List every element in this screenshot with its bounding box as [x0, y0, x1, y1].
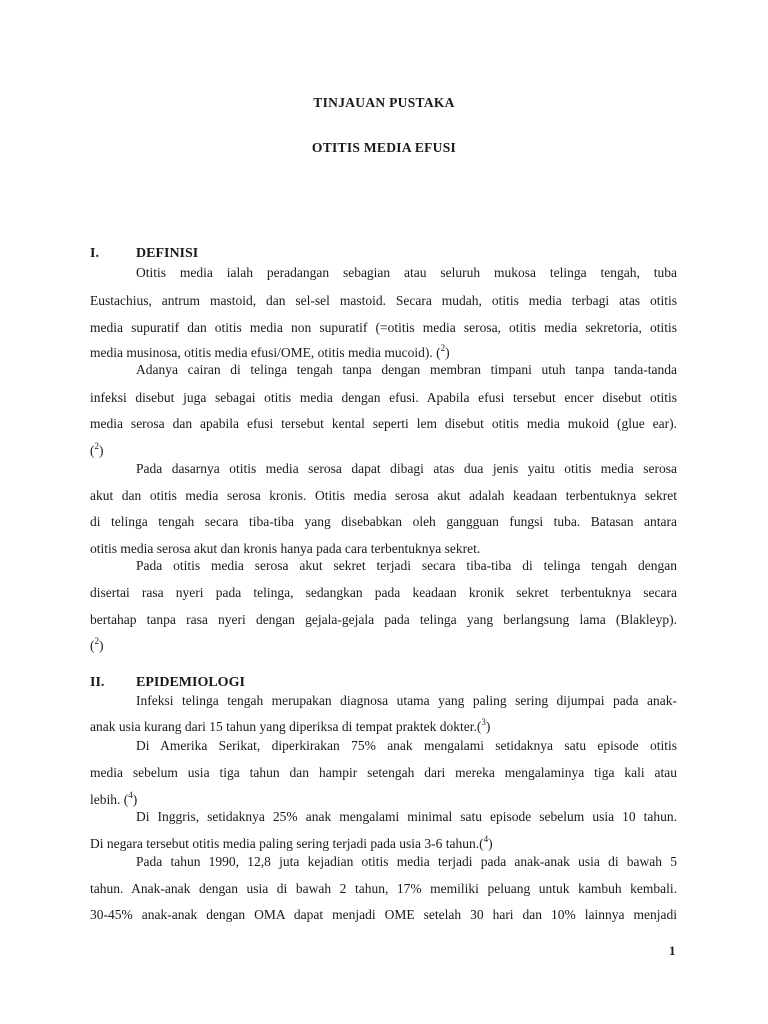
- section-heading-epidemiologi: [90, 675, 245, 691]
- citation-superscript: 2: [440, 342, 446, 353]
- paragraph-line: bertahap tanpa rasa nyeri dengan gejala-gejala pada telinga yang berlangsung lama (Blakleyp).: [90, 612, 677, 627]
- paragraph-line: Pada tahun 1990, 12,8 juta kejadian otitis media terjadi pada anak-anak usia di bawah 5: [136, 854, 677, 869]
- paragraph-line: di telinga tengah secara tiba-tiba yang disebabkan oleh gangguan fungsi tuba. Batasan antara: [90, 514, 677, 529]
- citation-superscript: 2: [94, 440, 99, 451]
- section-heading-definisi: [90, 246, 198, 262]
- paragraph-line: disertai rasa nyeri pada telinga, sedangkan pada keadaan kronik sekret terbentuknya secara: [90, 585, 677, 600]
- document-title: TINJAUAN PUSTAKA: [313, 95, 455, 110]
- citation-line: ($^2$): [90, 635, 104, 653]
- citation-superscript: 4: [483, 833, 489, 844]
- paragraph-line: media supuratif dan otitis media non supuratif (=otitis media serosa, otitis media sekretoria, otitis: [90, 320, 677, 335]
- citation-line: ($^2$): [90, 440, 104, 458]
- paragraph-line: Pada otitis media serosa akut sekret terjadi secara tiba-tiba di telinga tengah dengan: [136, 558, 677, 573]
- section-title: EPIDEMIOLOGI: [136, 675, 245, 690]
- paragraph-line: tahun. Anak-anak dengan usia di bawah 2 tahun, 17% memiliki peluang untuk kambuh kembali.: [90, 881, 677, 896]
- paragraph-line: media serosa dan apabila efusi tersebut kental seperti lem disebut otitis media mukoid (glue ear).: [90, 416, 677, 431]
- citation-superscript: 2: [94, 635, 99, 646]
- paragraph-line-with-citation: anak usia kurang dari 15 tahun yang diperiksa di tempat praktek dokter.($^3$): [90, 716, 491, 734]
- paragraph-line: Di Inggris, setidaknya 25% anak mengalami minimal satu episode sebelum usia 10 tahun.: [136, 809, 677, 824]
- section-title: DEFINISI: [136, 246, 199, 261]
- paragraph-line: infeksi disebut juga sebagai otitis media dengan efusi. Apabila efusi tersebut encer disebut otitis: [90, 390, 677, 405]
- paragraph-line: Otitis media ialah peradangan sebagian atau seluruh mukosa telinga tengah, tuba: [136, 265, 677, 280]
- paragraph-line: Adanya cairan di telinga tengah tanpa dengan membran timpani utuh tanpa tanda-tanda: [136, 362, 677, 377]
- paragraph-line: Infeksi telinga tengah merupakan diagnosa utama yang paling sering dijumpai pada anak-: [136, 693, 677, 708]
- document-subtitle: OTITIS MEDIA EFUSI: [311, 140, 457, 155]
- citation-superscript: 4: [128, 789, 133, 800]
- paragraph-line-with-citation: media musinosa, otitis media efusi/OME, otitis media mucoid). ($^2$): [90, 342, 450, 360]
- page-number: 1: [669, 943, 676, 958]
- paragraph-line: otitis media serosa akut dan kronis hanya pada cara terbentuknya sekret.: [90, 541, 481, 556]
- paragraph-line: Eustachius, antrum mastoid, dan sel-sel mastoid. Secara mudah, otitis media terbagi atas otitis: [90, 293, 677, 308]
- paragraph-line: Di Amerika Serikat, diperkirakan 75% anak mengalami setidaknya satu episode otitis: [136, 738, 677, 753]
- section-number: II.: [90, 675, 105, 690]
- paragraph-line: media sebelum usia tiga tahun dan hampir setengah dari mereka mengalaminya tiga kali atau: [90, 765, 677, 780]
- paragraph-line-with-citation: lebih. ($^4$): [90, 789, 138, 807]
- paragraph-line-with-citation: Di negara tersebut otitis media paling sering terjadi pada usia 3-6 tahun.($^4$): [90, 833, 493, 851]
- citation-superscript: 3: [481, 716, 486, 727]
- paragraph-line: akut dan otitis media serosa kronis. Otitis media serosa akut adalah keadaan terbentuknya sekret: [90, 488, 677, 503]
- section-number: I.: [90, 246, 99, 261]
- paragraph-line: Pada dasarnya otitis media serosa dapat dibagi atas dua jenis yaitu otitis media serosa: [136, 461, 677, 476]
- paragraph-line: 30-45% anak-anak dengan OMA dapat menjadi OME setelah 30 hari dan 10% lainnya menjadi: [90, 907, 677, 922]
